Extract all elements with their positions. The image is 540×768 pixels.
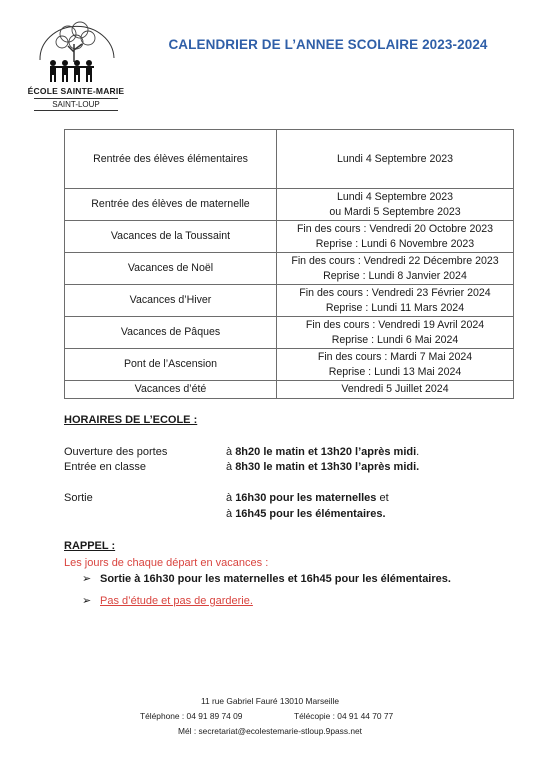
table-row <box>65 221 514 253</box>
date-line: Reprise : Lundi 8 Janvier 2024 <box>323 269 467 282</box>
hours-heading: HORAIRES DE L’ECOLE : <box>64 414 198 426</box>
date-cell <box>277 285 514 317</box>
date-cell <box>277 381 514 399</box>
event-cell: Vacances de Pâques <box>65 317 277 349</box>
date-line: ou Mardi 5 Septembre 2023 <box>329 205 461 218</box>
hours-label: Sortie <box>64 492 93 504</box>
date-line: Reprise : Lundi 6 Novembre 2023 <box>315 237 475 250</box>
date-line: Reprise : Lundi 6 Mai 2024 <box>331 333 459 346</box>
hours-time: 8h30 le matin et 13h30 l’après midi. <box>235 461 420 473</box>
date-line: Fin des cours : Vendredi 19 Avril 2024 <box>305 318 485 331</box>
table-row <box>65 317 514 349</box>
date-line: Fin des cours : Vendredi 20 Octobre 2023 <box>296 222 494 235</box>
date-line: Fin des cours : Vendredi 22 Décembre 2023 <box>291 254 499 267</box>
date-line: Reprise : Lundi 13 Mai 2024 <box>328 365 462 378</box>
date-cell <box>277 221 514 253</box>
hours-prefix: à <box>226 492 236 504</box>
hours-prefix: à <box>226 461 236 473</box>
event-cell: Vacances d’été <box>65 381 277 399</box>
event-cell: Vacances de Noël <box>65 253 277 285</box>
event-cell: Rentrée des élèves élémentaires <box>65 130 277 189</box>
date-cell <box>277 349 514 381</box>
tree-children-icon <box>22 18 130 86</box>
footer-fax: Télécopie : 04 91 44 70 77 <box>294 711 394 721</box>
date-line: Lundi 4 Septembre 2023 <box>336 190 454 203</box>
school-location: SAINT-LOUP <box>34 98 118 111</box>
date-cell <box>277 317 514 349</box>
footer-address: 11 rue Gabriel Fauré 13010 Marseille <box>200 696 340 706</box>
event-cell: Vacances d’Hiver <box>65 285 277 317</box>
page-title: CALENDRIER DE L’ANNEE SCOLAIRE 2023-2024 <box>168 37 488 52</box>
table-row <box>65 381 514 399</box>
school-name: ÉCOLE SAINTE-MARIE <box>27 86 125 96</box>
date-line: Reprise : Lundi 11 Mars 2024 <box>325 301 465 314</box>
hours-suffix: . <box>416 446 420 458</box>
date-line: Lundi 4 Septembre 2023 <box>336 152 454 165</box>
reminder-item: Sortie à 16h30 pour les maternelles et 16h45 pour les élémentaires. <box>100 573 451 585</box>
event-cell: Vacances de la Toussaint <box>65 221 277 253</box>
hours-value <box>226 491 389 506</box>
hours-prefix: à <box>226 508 236 520</box>
hours-time: 16h30 pour les maternelles <box>235 492 377 504</box>
date-cell <box>277 130 514 189</box>
date-line: Fin des cours : Mardi 7 Mai 2024 <box>317 350 473 363</box>
hours-time: 16h45 pour les élémentaires. <box>235 508 386 520</box>
hours-time: 8h20 le matin et 13h20 l’après midi <box>235 446 417 458</box>
reminder-item: Pas d’étude et pas de garderie. <box>100 595 253 607</box>
table-row <box>65 189 514 221</box>
hours-suffix: et <box>376 492 389 504</box>
event-cell: Rentrée des élèves de maternelle <box>65 189 277 221</box>
reminder-intro: Les jours de chaque départ en vacances : <box>64 557 269 569</box>
footer-phone: Téléphone : 04 91 89 74 09 <box>140 711 243 721</box>
hours-label: Entrée en classe <box>64 461 146 473</box>
arrow-bullet-icon: ➢ <box>82 573 92 585</box>
date-cell <box>277 253 514 285</box>
date-line: Fin des cours : Vendredi 23 Février 2024 <box>299 286 491 299</box>
event-cell: Pont de l’Ascension <box>65 349 277 381</box>
hours-label: Ouverture des portes <box>64 446 168 458</box>
date-line: Vendredi 5 Juillet 2024 <box>341 383 449 395</box>
arrow-bullet-icon: ➢ <box>82 595 92 607</box>
table-row <box>65 285 514 317</box>
table-row <box>65 349 514 381</box>
date-cell <box>277 189 514 221</box>
table-row <box>65 253 514 285</box>
footer-email: Mél : secretariat@ecolestemarie-stloup.9pass.net <box>178 726 362 736</box>
hours-value <box>226 460 419 475</box>
hours-prefix: à <box>226 446 236 458</box>
table-row <box>65 130 514 189</box>
hours-value <box>226 445 419 460</box>
calendar-table <box>64 129 514 399</box>
reminder-heading: RAPPEL : <box>64 540 116 552</box>
school-logo <box>22 18 130 126</box>
hours-value <box>226 507 386 522</box>
